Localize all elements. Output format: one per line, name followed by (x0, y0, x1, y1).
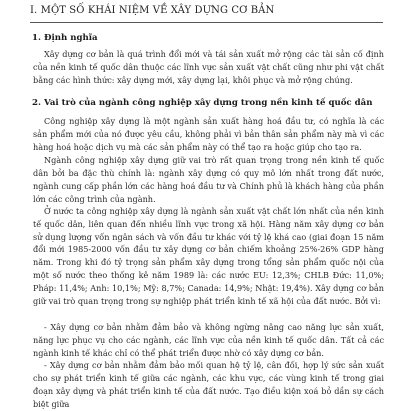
paragraph-role-2: Ngành công nghiệp xây dựng giữ vai trò rất quan trọng trong nền kinh tế quốc dân bởi ba đặc thù chính là: ngành xây dựng có quy mô lớn nhất trong đất nước, ngành cung cấp phần lớn các hàng hoá đầu tư và Chính phủ là khách hàng của phần lớn các công trình của ngành. (33, 155, 384, 205)
page-heading: I. MỘT SỐ KHÁI NIỆM VỀ XÂY DỰNG CƠ BẢN (30, 5, 275, 16)
paragraph-role-5: - Xây dựng cơ bản nhằm đảm bảo mối quan hệ tỷ lệ, cân đối, hợp lý sức sản xuất cho sự phát triển kinh tế giữa các ngành, các khu vực, các vùng kinh tế trong giai đoạn xây dựng và phát triển kinh tế của đất nước. Tạo điều kiện xoá bỏ dần sự cách biệt giữa (33, 360, 384, 410)
paragraph-role-4: - Xây dựng cơ bản nhằm đảm bảo và không ngừng nâng cao năng lực sản xuất, năng lực phục vụ cho các ngành, các lĩnh vực của nền kinh tế quốc dân. Tất cả các ngành kinh tế khác chỉ có thể phát triển được nhờ có xây dựng cơ bản. (33, 322, 384, 359)
heading-rule (30, 22, 383, 23)
section-title-definition: 1. Định nghĩa (32, 33, 98, 43)
section-title-role: 2. Vai trò của ngành công nghiệp xây dựng trong nền kinh tế quốc dân (32, 98, 373, 108)
paragraph-role-1: Công nghiệp xây dựng là một ngành sản xuất hàng hoá đầu tư, có nghĩa là các sản phẩm mới của nó được yêu cầu, không phải vì bản thân sản phẩm này mà vì các hàng hoá hoặc dịch vụ mà các sản phẩm này có thể tạo ra hoặc giúp cho tạo ra. (33, 116, 384, 153)
paragraph-definition: Xây dựng cơ bản là quá trình đổi mới và tái sản xuất mở rộng các tài sản cố định của nền kinh tế quốc dân thuộc các lĩnh vực sản xuất vật chất cũng như phi vật chất bằng các hình thức: xây dựng mới, xây dựng lại, khôi phục và mở rộng chúng. (33, 49, 384, 86)
paragraph-role-3: Ở nước ta công nghiệp xây dựng là ngành sản xuất vật chất lớn nhất của nền kinh tế quốc dân, liên quan đến nhiều lĩnh vực trong xã hội. Hàng năm xây dựng cơ bản sử dụng lượng vốn ngân sách và vốn đầu tư khác với tỷ lệ khá cao (giai đoạn 15 năm đổi mới 1985-2000 vốn đầu tư xây dựng cơ bản chiếm khoảng 25%-26% GDP hàng năm. Trong khi đó tỷ trọng sản phẩm xây dựng trong tổng sản phẩm quốc nội của một số nước theo thống kê năm 1989 là: các nước EU: 12,3%; CHLB Đức: 11,0%; Pháp: 11,4%; Anh: 10,1%; Mỹ: 8,7%; Canada: 14,9%; Nhật: 19,4%). Xây dựng cơ bản giữ vai trò quan trọng trong sự nghiệp phát triển kinh tế xã hội của đất nước. Bởi vì: (33, 206, 384, 306)
